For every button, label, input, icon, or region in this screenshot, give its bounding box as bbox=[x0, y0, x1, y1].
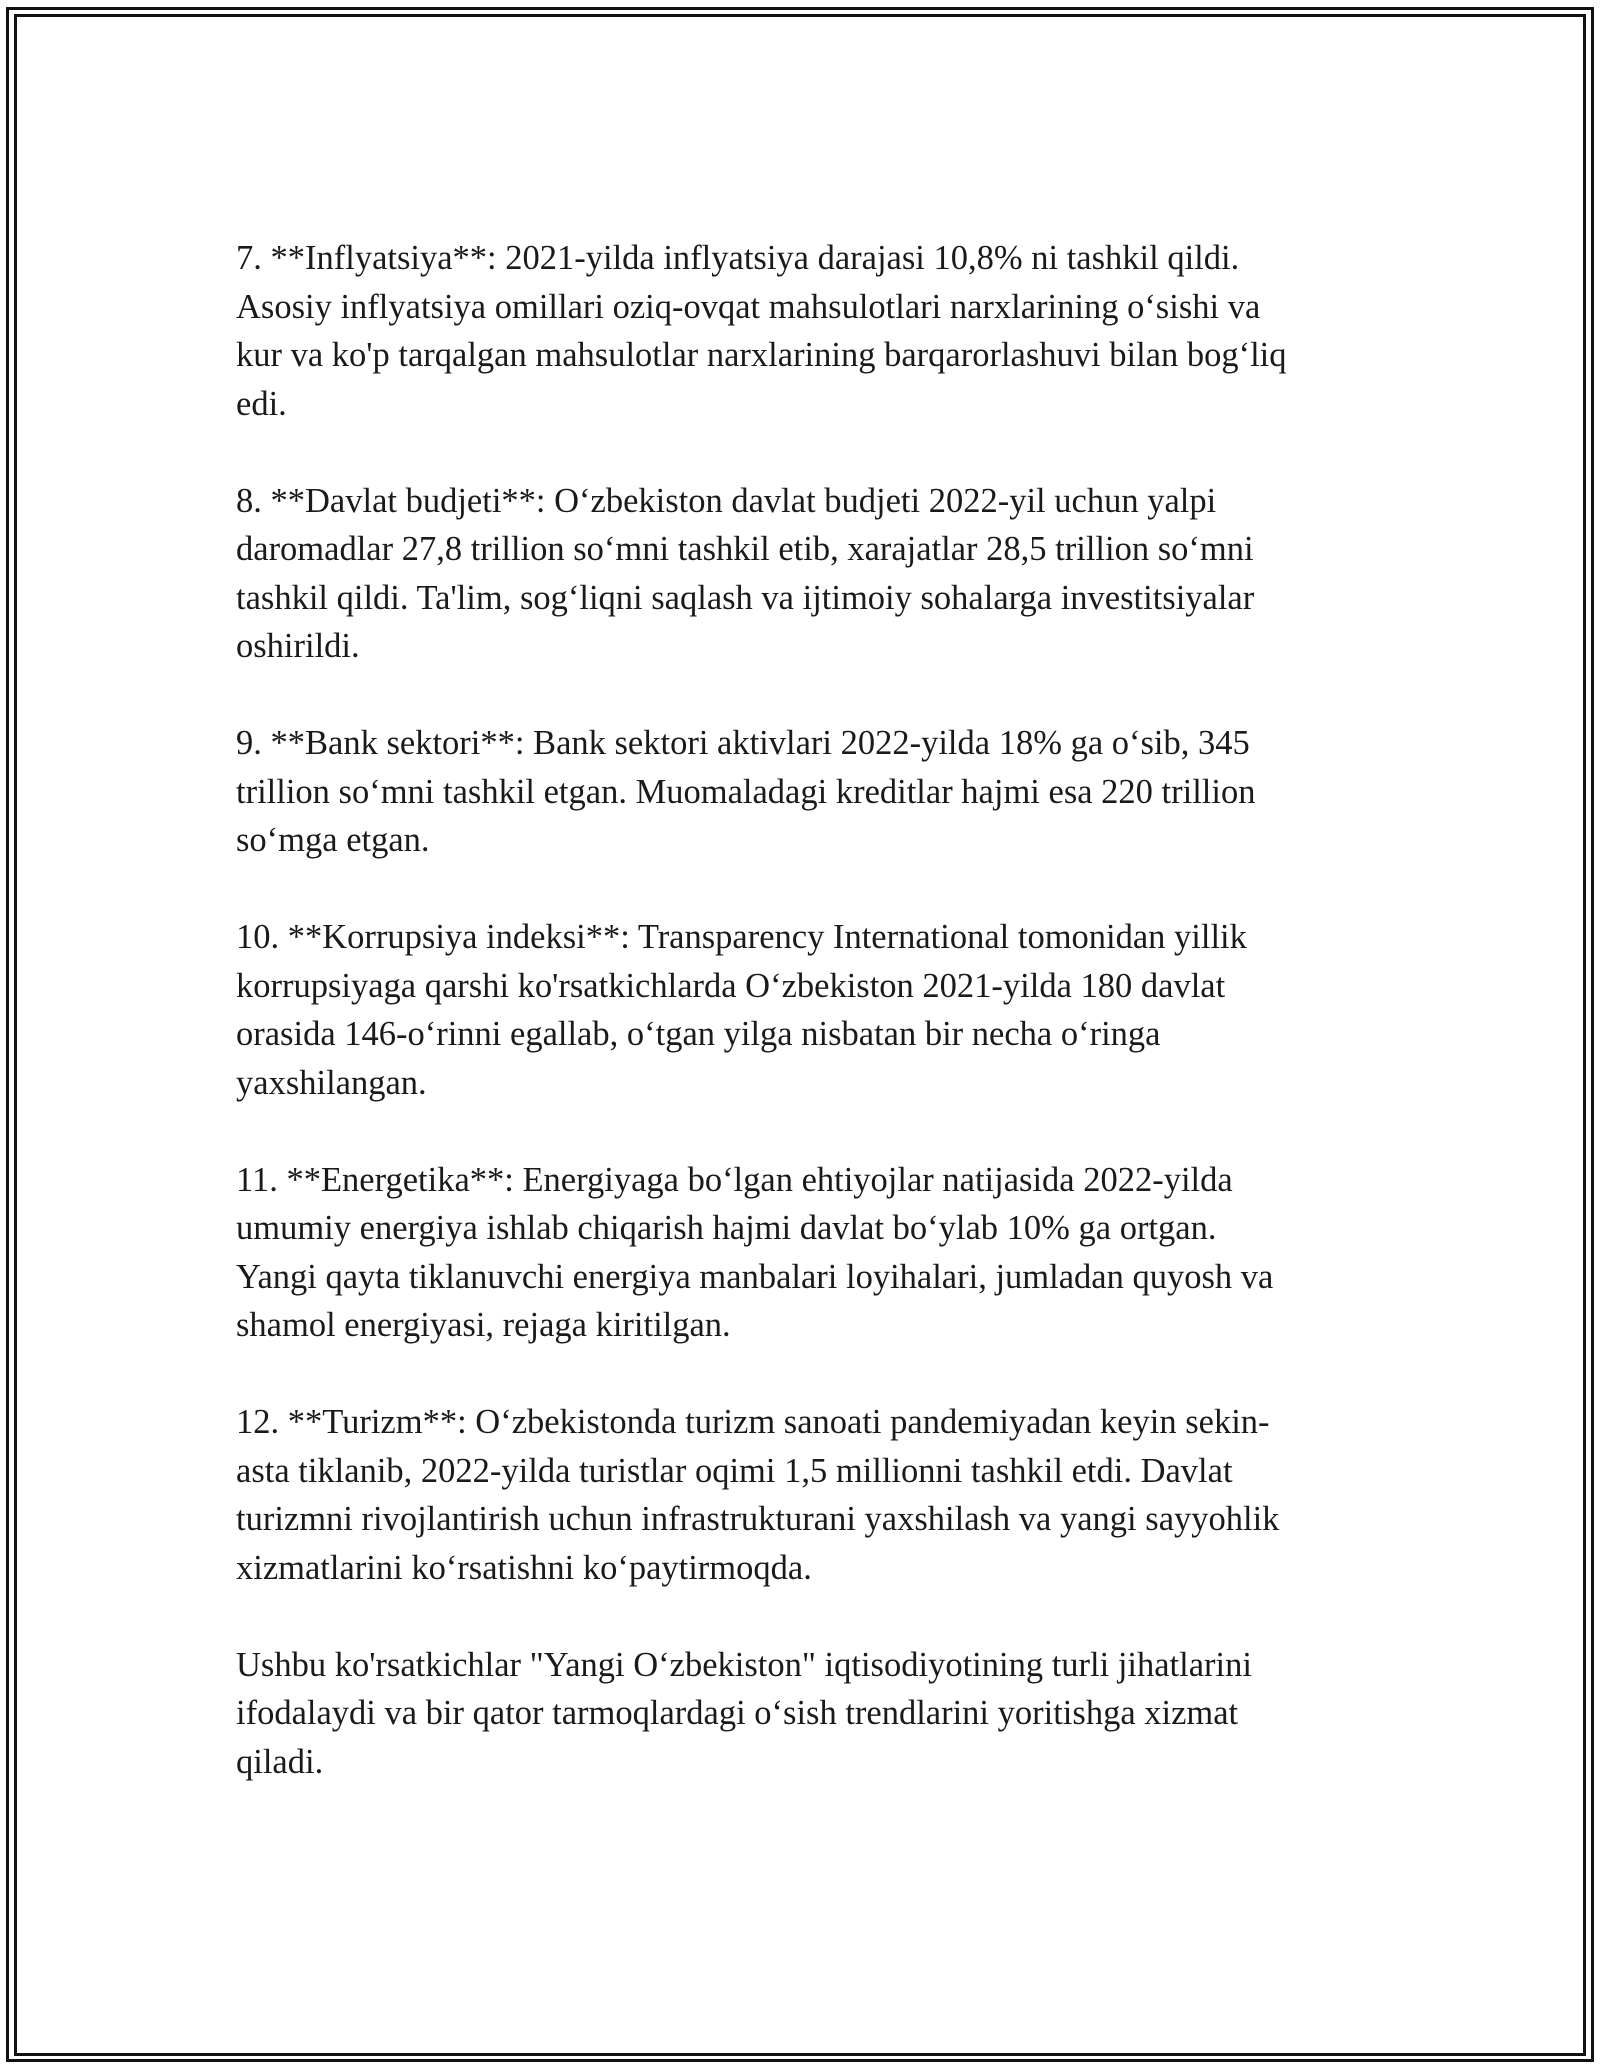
text-line: 9. **Bank sektori**: Bank sektori aktivlari 2022-yilda 18% ga o‘sib, 345 bbox=[236, 724, 1250, 762]
text-line: Ushbu ko'rsatkichlar "Yangi O‘zbekiston" iqtisodiyotining turli jihatlarini bbox=[236, 1645, 1252, 1684]
text-line: daromadlar 27,8 trillion so‘mni tashkil etib, xarajatlar 28,5 trillion so‘mni bbox=[236, 530, 1254, 568]
paragraph-conclusion bbox=[236, 1641, 1366, 1787]
text-line: xizmatlarini ko‘rsatishni ko‘paytirmoqda. bbox=[236, 1548, 812, 1587]
text-line: 11. **Energetika**: Energiyaga bo‘lgan ehtiyojlar natijasida 2022-yilda bbox=[236, 1160, 1233, 1199]
text-line: 12. **Turizm**: O‘zbekistonda turizm sanoati pandemiyadan keyin sekin- bbox=[236, 1403, 1270, 1441]
text-line: korrupsiyaga qarshi ko'rsatkichlarda O‘zbekiston 2021-yilda 180 davlat bbox=[236, 966, 1226, 1005]
text-line: ifodalaydi va bir qator tarmoqlardagi o‘sish trendlarini yoritishga xizmat bbox=[236, 1694, 1239, 1732]
text-line: qiladi. bbox=[236, 1742, 324, 1781]
text-line: 8. **Davlat budjeti**: O‘zbekiston davlat budjeti 2022-yil uchun yalpi bbox=[236, 481, 1217, 520]
document-body bbox=[236, 234, 1366, 1835]
text-line: kur va ko'p tarqalgan mahsulotlar narxlarining barqarorlashuvi bilan bog‘liq bbox=[236, 336, 1287, 374]
paragraph-inflation bbox=[236, 234, 1366, 428]
text-line: shamol energiyasi, rejaga kiritilgan. bbox=[236, 1306, 731, 1344]
text-line: asta tiklanib, 2022-yilda turistlar oqimi 1,5 millionni tashkil etdi. Davlat bbox=[236, 1451, 1233, 1490]
text-line: orasida 146-o‘rinni egallab, o‘tgan yilga nisbatan bir necha o‘ringa bbox=[236, 1015, 1161, 1053]
paragraph-energy bbox=[236, 1156, 1366, 1350]
text-line: 10. **Korrupsiya indeksi**: Transparency International tomonidan yillik bbox=[236, 918, 1247, 956]
text-line: yaxshilangan. bbox=[236, 1063, 427, 1102]
paragraph-corruption-index bbox=[236, 913, 1366, 1107]
text-line: so‘mga etgan. bbox=[236, 821, 430, 859]
text-line: Yangi qayta tiklanuvchi energiya manbalari loyihalari, jumladan quyosh va bbox=[236, 1257, 1274, 1296]
text-line: trillion so‘mni tashkil etgan. Muomaladagi kreditlar hajmi esa 220 trillion bbox=[236, 772, 1256, 811]
text-line: 7. **Inflyatsiya**: 2021-yilda inflyatsiya darajasi 10,8% ni tashkil qildi. bbox=[236, 239, 1240, 277]
text-line: turizmni rivojlantirish uchun infrastrukturani yaxshilash va yangi sayyohlik bbox=[236, 1500, 1280, 1538]
paragraph-state-budget bbox=[236, 477, 1366, 671]
text-line: oshirildi. bbox=[236, 627, 360, 665]
text-line: umumiy energiya ishlab chiqarish hajmi davlat bo‘ylab 10% ga ortgan. bbox=[236, 1209, 1217, 1247]
paragraph-tourism bbox=[236, 1398, 1366, 1592]
text-line: Asosiy inflyatsiya omillari oziq-ovqat mahsulotlari narxlarining o‘sishi va bbox=[236, 287, 1261, 326]
text-line: tashkil qildi. Ta'lim, sog‘liqni saqlash va ijtimoiy sohalarga investitsiyalar bbox=[236, 578, 1255, 617]
paragraph-bank-sector bbox=[236, 719, 1366, 865]
text-line: edi. bbox=[236, 384, 287, 423]
